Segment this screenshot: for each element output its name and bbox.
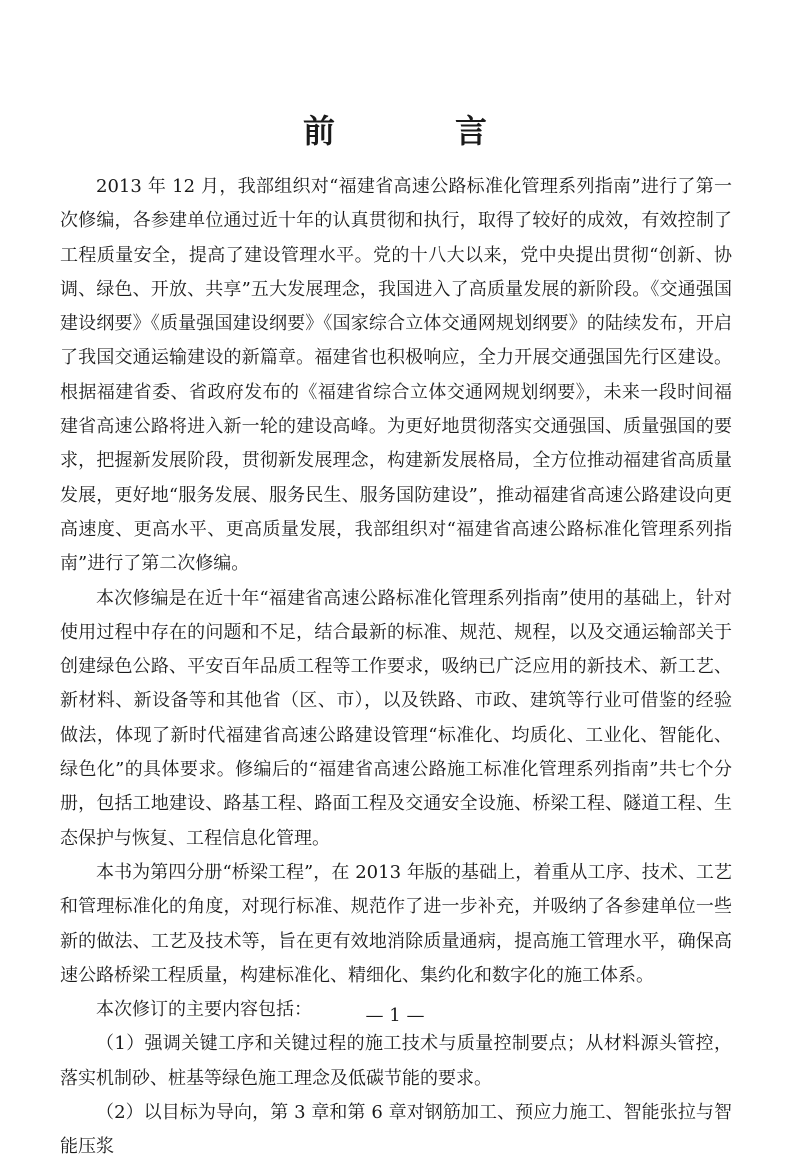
paragraph-4: 本次修订的主要内容包括： (96, 999, 312, 1021)
page-number: — 1 — (365, 1005, 425, 1026)
paragraph-6: （2）以目标为导向，第 3 章和第 6 章对钢筋加工、预应力施工、智能张拉与智能压浆 (60, 1102, 732, 1158)
paragraph-1: 2013 年 12 月，我部组织对“福建省高速公路标准化管理系列指南”进行了第一次修编，各参建单位通过近十年的认真贯彻和执行，取得了较好的成效，有效控制了工程质量安全，提高了建设管理水平。党的十八大以来，党中央提出贯彻“创新、协调、绿色、开放、共享”五大发展理念，我国进入了高质量发展的新阶段。《交通强国建设纲要》《质量强国建设纲要》《国家综合立体交通网规划纲要》的陆续发布，开启了我国交通运输建设的新篇章。福建省也积极响应，全力开展交通强国先行区建设。根据福建省委、省政府发布的《福建省综合立体交通网规划纲要》，未来一段时间福建省高速公路将进入新一轮的建设高峰。为更好地贯彻落实交通强国、质量强国的要求，把握新发展阶段，贯彻新发展理念，构建新发展格局，全方位推动福建省高质量发展，更好地“服务发展、服务民生、服务国防建设”，推动福建省高速公路建设向更高速度、更高水平、更高质量发展，我部组织对“福建省高速公路标准化管理系列指南”进行了第二次修编。 (60, 176, 732, 575)
page-title: 前 言 (302, 112, 531, 150)
paragraph-5: （1）强调关键工序和关键过程的施工技术与质量控制要点；从材料源头管控，落实机制砂、桩基等绿色施工理念及低碳节能的要求。 (60, 1033, 732, 1089)
paragraph-3: 本书为第四分册“桥梁工程”，在 2013 年版的基础上，着重从工序、技术、工艺和管理标准化的角度，对现行标准、规范作了进一步补充，并吸纳了各参建单位一些新的做法、工艺及技术等，旨在更有效地消除质量通病，提高施工管理水平，确保高速公路桥梁工程质量，构建标准化、精细化、集约化和数字化的施工体系。 (60, 861, 732, 986)
paragraph-2: 本次修编是在近十年“福建省高速公路标准化管理系列指南”使用的基础上，针对使用过程中存在的问题和不足，结合最新的标准、规范、规程，以及交通运输部关于创建绿色公路、平安百年品质工程等工作要求，吸纳已广泛应用的新技术、新工艺、新材料、新设备等和其他省（区、市），以及铁路、市政、建筑等行业可借鉴的经验做法，体现了新时代福建省高速公路建设管理“标准化、均质化、工业化、智能化、绿色化”的具体要求。修编后的“福建省高速公路施工标准化管理系列指南”共七个分册，包括工地建设、路基工程、路面工程及交通安全设施、桥梁工程、隧道工程、生态保护与恢复、工程信息化管理。 (60, 587, 732, 849)
